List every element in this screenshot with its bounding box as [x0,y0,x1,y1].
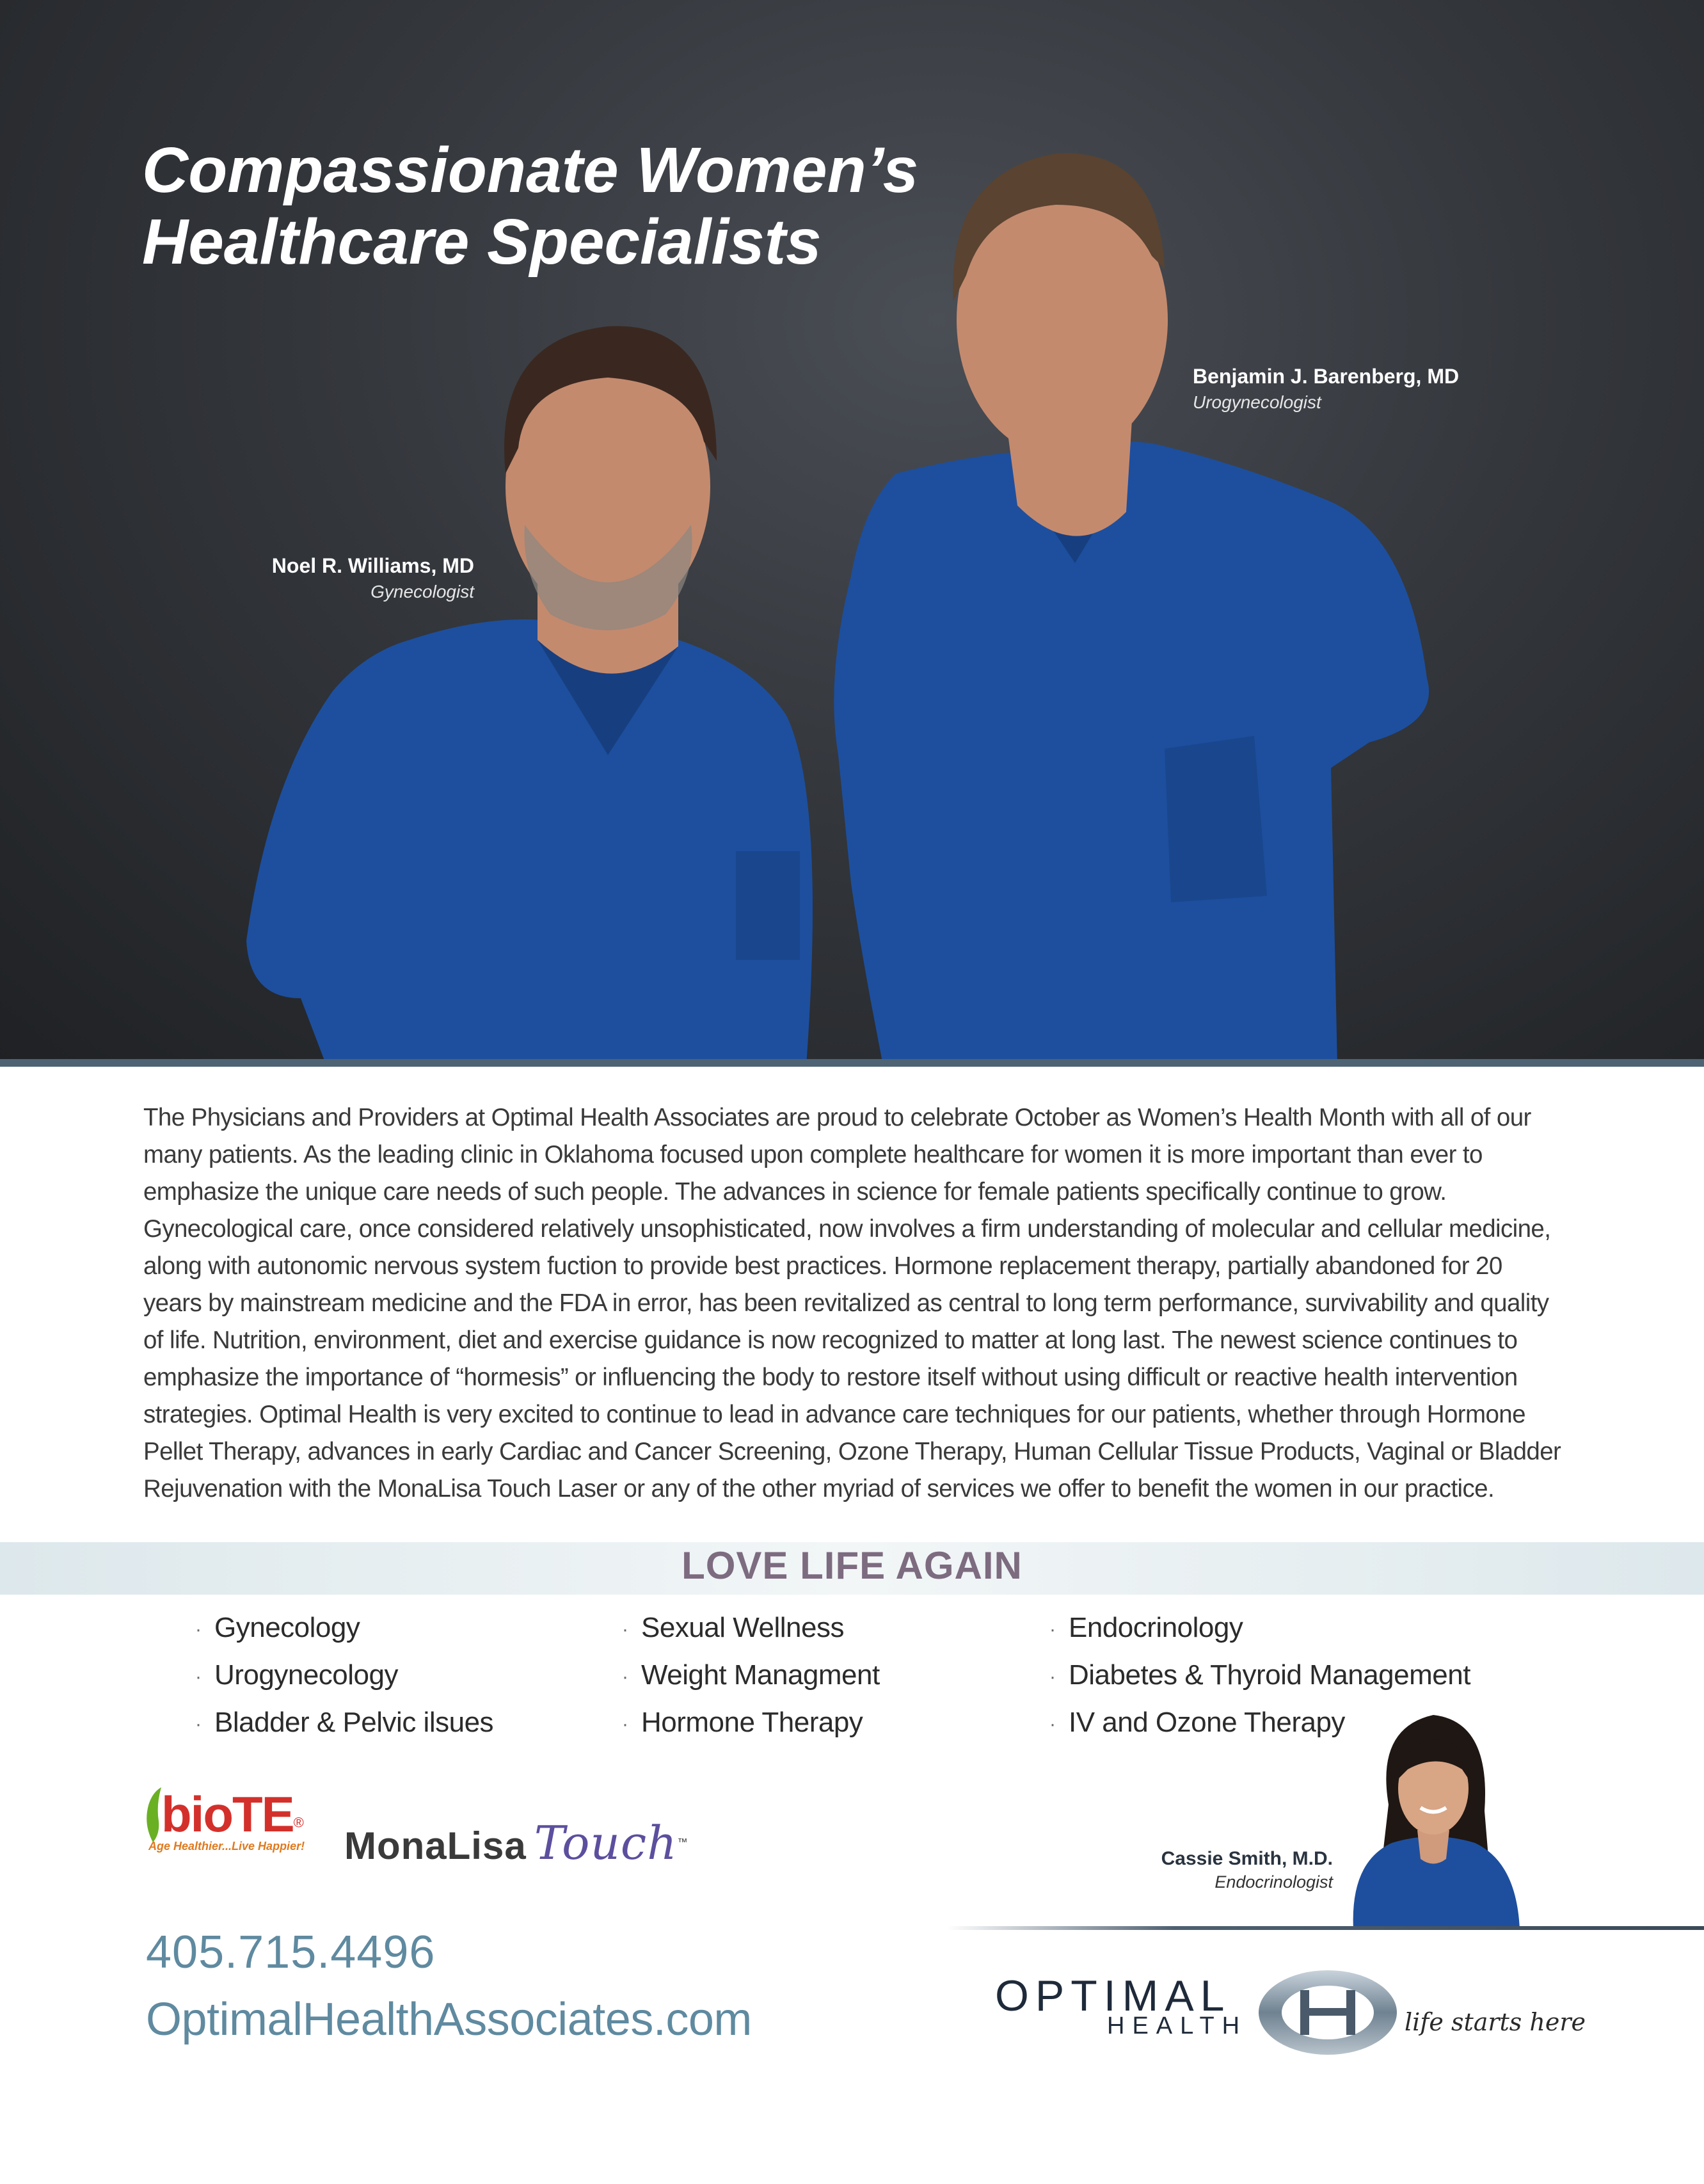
touch-script: Touch [534,1816,678,1870]
biote-tagline: Age Healthier...Live Happier! [148,1840,305,1853]
bullet-icon: · [622,1618,628,1640]
service-item [622,1605,880,1652]
service-item [622,1700,880,1747]
intro-paragraph: The Physicians and Providers at Optimal Health Associates are proud to celebrate October as Women’s Health Month with all of our many patients. As the leading clinic in Oklahoma focused upon complete healthcare for women it is more important than ever to emphasize the unique care needs of such people. The advances in science for female patients specifically continue to grow. Gynecological care, once considered relatively unsophisticated, now involves a firm understanding of molecular and cellular medicine, along with autonomic nervous system fuction to provide best practices. Hormone replacement therapy, partially abandoned for 20 years by mainstream medicine and the FDA in error, has been revitalized as central to long term performance, survivability and quality of life. Nutrition, environment, diet and exercise guidance is now recognized to matter at long last. The newest science continues to emphasize the importance of “hormesis” or influencing the body to restore itself without using difficult or reactive health intervention strategies. Optimal Health is very excited to continue to lead in advance care techniques for our patients, whether through Hormone Pellet Therapy, advances in early Cardiac and Cancer Screening, Ozone Therapy, Human Cellular Tissue Products, Vaginal or Bladder Rejuvenation with the MonaLisa Touch Laser or any of the other myriad of services we offer to benefit the women in our practice. [143,1104,1561,1502]
biote-wordmark: bioTE [161,1786,294,1842]
services-column-1 [195,1605,493,1747]
services-column-2 [622,1605,880,1747]
doctor-role: Endocrinologist [1214,1872,1333,1892]
headline-line1: Compassionate Women’s [142,134,919,206]
service-item [1049,1652,1470,1700]
service-label: Hormone Therapy [641,1706,863,1738]
headline [142,134,918,278]
bullet-icon: · [1049,1713,1056,1735]
service-label: Urogynecology [214,1659,398,1691]
trademark: ™ [677,1837,689,1848]
doctor-name: Noel R. Williams, MD [271,554,474,577]
bullet-icon: · [622,1713,628,1735]
leaf-icon [142,1786,164,1844]
bullet-icon: · [1049,1666,1056,1687]
bullet-icon: · [195,1618,202,1640]
doctor-label-smith [1161,1848,1333,1892]
headline-line2: Healthcare Specialists [142,206,822,278]
doctor-label-williams [272,554,474,602]
footer-divider [947,1926,1704,1930]
doctor-role: Urogynecologist [1193,392,1321,412]
service-label: IV and Ozone Therapy [1069,1706,1345,1738]
brand-health: HEALTH [1107,2013,1248,2039]
service-label: Sexual Wellness [641,1612,844,1643]
biote-logo [142,1785,305,1853]
service-label: Weight Managment [641,1659,880,1691]
service-label: Bladder & Pelvic ilsues [214,1706,494,1738]
website-link[interactable]: OptimalHealthAssociates.com [146,1994,752,2045]
hero-divider [0,1059,1704,1067]
registered-mark: ® [293,1814,304,1831]
service-label: Endocrinology [1069,1612,1243,1643]
bullet-icon: · [195,1713,202,1735]
banner-title: LOVE LIFE AGAIN [681,1544,1023,1587]
cassie-smith-photo [1341,1702,1526,1929]
service-item [1049,1605,1470,1652]
bullet-icon: · [195,1666,202,1687]
monalisa-touch-logo [344,1816,689,1870]
service-item [195,1652,493,1700]
service-item [195,1700,493,1747]
service-item [622,1652,880,1700]
doctor-name: Cassie Smith, M.D. [1161,1848,1333,1869]
doctor-role: Gynecologist [370,582,474,602]
doctor-label-barenberg [1193,365,1459,413]
monalisa-wordmark: MonaLisa [344,1824,527,1867]
bullet-icon: · [622,1666,628,1687]
service-item [195,1605,493,1652]
service-label: Gynecology [214,1612,360,1643]
doctor-name: Benjamin J. Barenberg, MD [1193,365,1460,388]
phone-number[interactable]: 405.715.4496 [146,1927,436,1978]
brand-tagline: life starts here [1405,2008,1586,2036]
brand-optimal: OPTIMAL [995,1972,1231,2020]
bullet-icon: · [1049,1618,1056,1640]
service-label: Diabetes & Thyroid Management [1069,1659,1470,1691]
optimal-health-logo-icon [1254,1965,1401,2060]
